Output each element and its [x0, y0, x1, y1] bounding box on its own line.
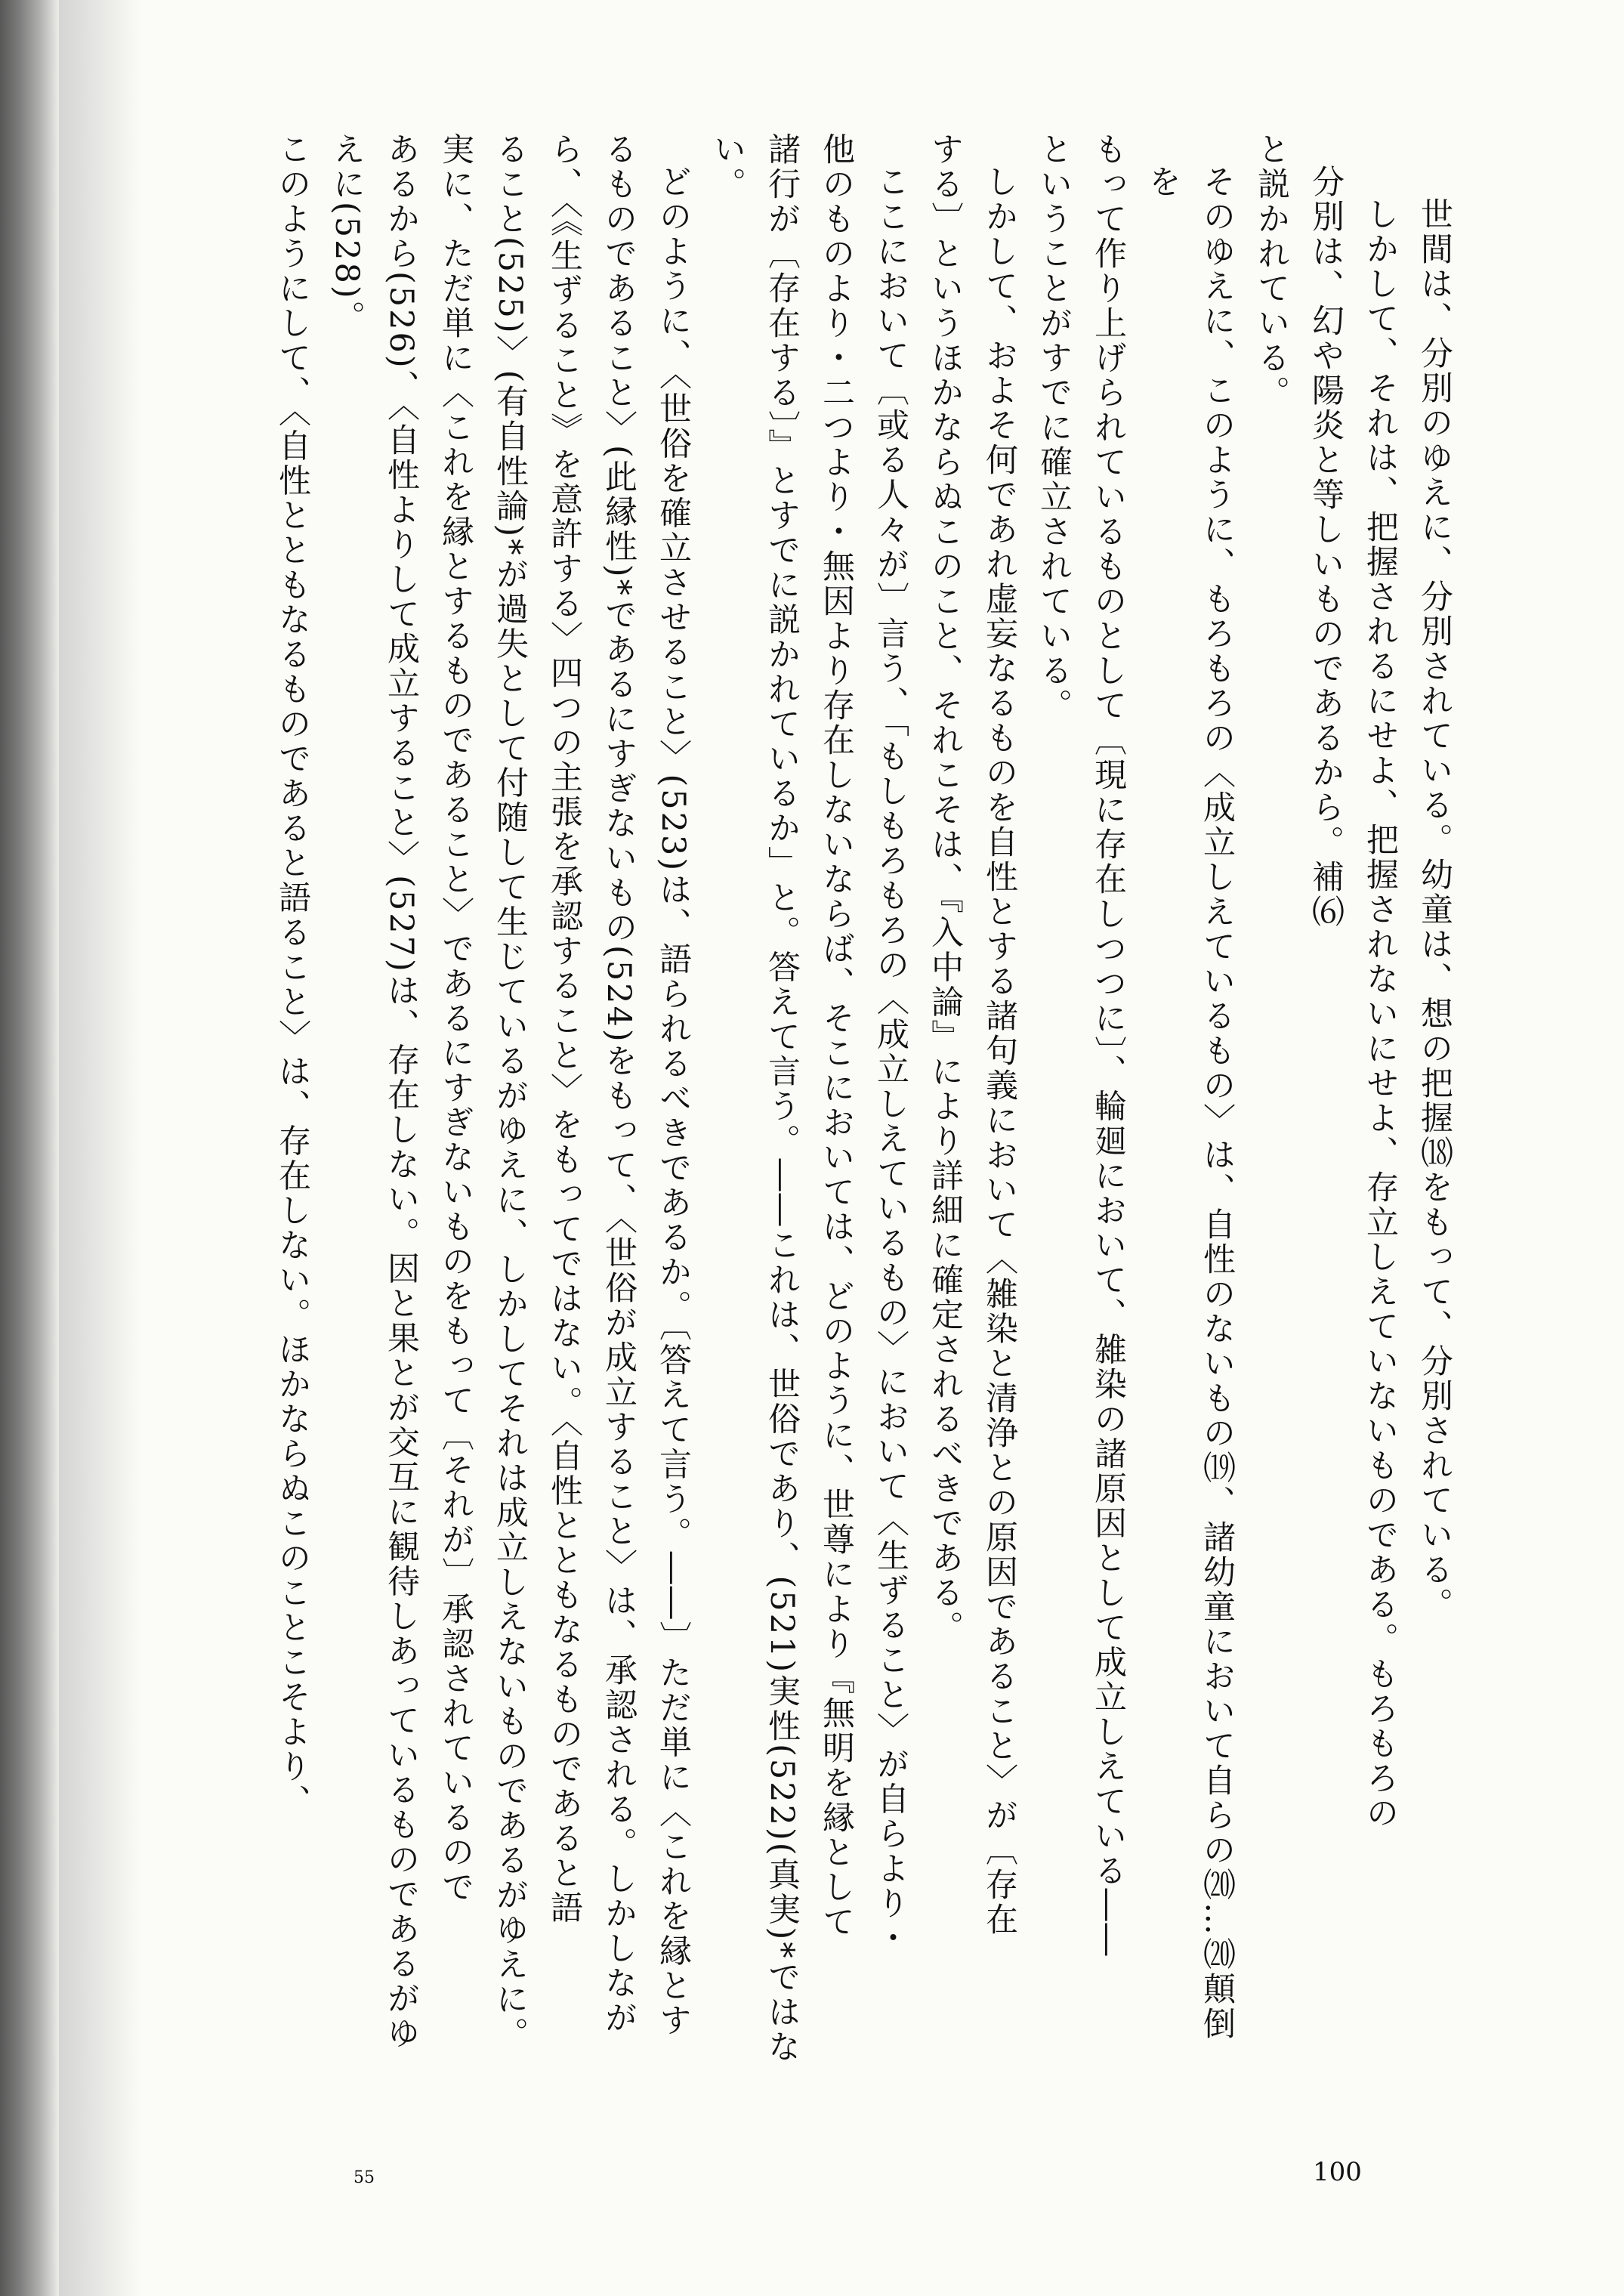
vertical-text-body [193, 132, 1462, 2066]
text-line: どのように、〈世俗を確立させること〉(523)は、語られるべきであるか。〔答えて言う。――〕ただ単に〈これを縁とす [654, 165, 692, 2038]
gutter-scan-noise [59, 0, 142, 2296]
text-line: しかして、およそ何であれ虚妄なるものを自性とする諸句義において〈雑染と清浄との原因であること〉が〔存在 [980, 165, 1018, 1937]
text-line: 世間は、分別のゆえに、分別されている。幼童は、想の把握⒅をもって、分別されている。 [1416, 197, 1453, 1622]
text-line: ること(525)〉(有自性論)*が過失として付随して生じているがゆえに、しかしてそれは成立しえないものであるがゆえに。 [491, 132, 529, 2052]
text-line: と説かれている。 [1252, 132, 1290, 410]
book-gutter-shadow [0, 0, 59, 2296]
text-line: 諸行が〔存在する〕』とすでに説かれているか」と。答えて言う。――これは、世俗であり、(521)実性(522)(真実)*ではない。 [709, 132, 801, 2065]
text-line: ということがすでに確立されている。 [1035, 132, 1073, 723]
page-number: 100 [1313, 2157, 1362, 2187]
text-line: このようにして、〈自性とともなるものであると語ること〉は、存在しない。ほかならぬこのことこそより、 [273, 132, 311, 1819]
text-line: るものであること〉(此縁性)*であるにすぎないもの(524)をもって、〈世俗が成立すること〉は、承認される。しかしなが [600, 132, 638, 2036]
text-line: ら、〈《生ずること》を意許する〉四つの主張を承認すること〉をもってではない。〈自性とともなるものであると語 [545, 132, 583, 1926]
text-line: あるから(526)、〈自性よりして成立すること〉(527)は、存在しない。因と果とが交互に観待しあっているものであるがゆえに(528)。 [328, 132, 420, 2051]
text-line: もって作り上げられているものとして〔現に存在しつつに〕、輪廻において、雑染の諸原因として成立しえている―― [1089, 132, 1127, 1958]
text-line: そのゆえに、このように、もろもろの〈成立しえているもの〉は、自性のないもの⒆、諸幼童において自らの⒇…⒇顛倒を [1144, 165, 1236, 2041]
text-line: ここにおいて〔或る人々が〕言う、「もしもろもろの〈成立しえているもの〉において〈生ずること〉が自らより・ [872, 165, 909, 1956]
text-line: 実に、ただ単に〈これを縁とするものであること〉であるにすぎないものをもって〔それが〕承認されているので [437, 132, 474, 1905]
footer-small-number: 55 [354, 2168, 375, 2187]
text-line: する〕というほかならぬこのこと、それこそは、『入中論』により詳細に確定されるべきである。 [926, 132, 964, 1646]
text-line: 他のものより・二つより・無因より存在しないならば、そこにおいては、どのように、世尊により『無明を縁として [817, 132, 855, 1939]
text-line: 分別は、幻や陽炎と等しいものであるから。補⑹ [1307, 165, 1345, 929]
text-line: しかして、それは、把握されるにせよ、把握されないにせよ、存立しえていないものである。もろもろの [1361, 197, 1399, 1831]
